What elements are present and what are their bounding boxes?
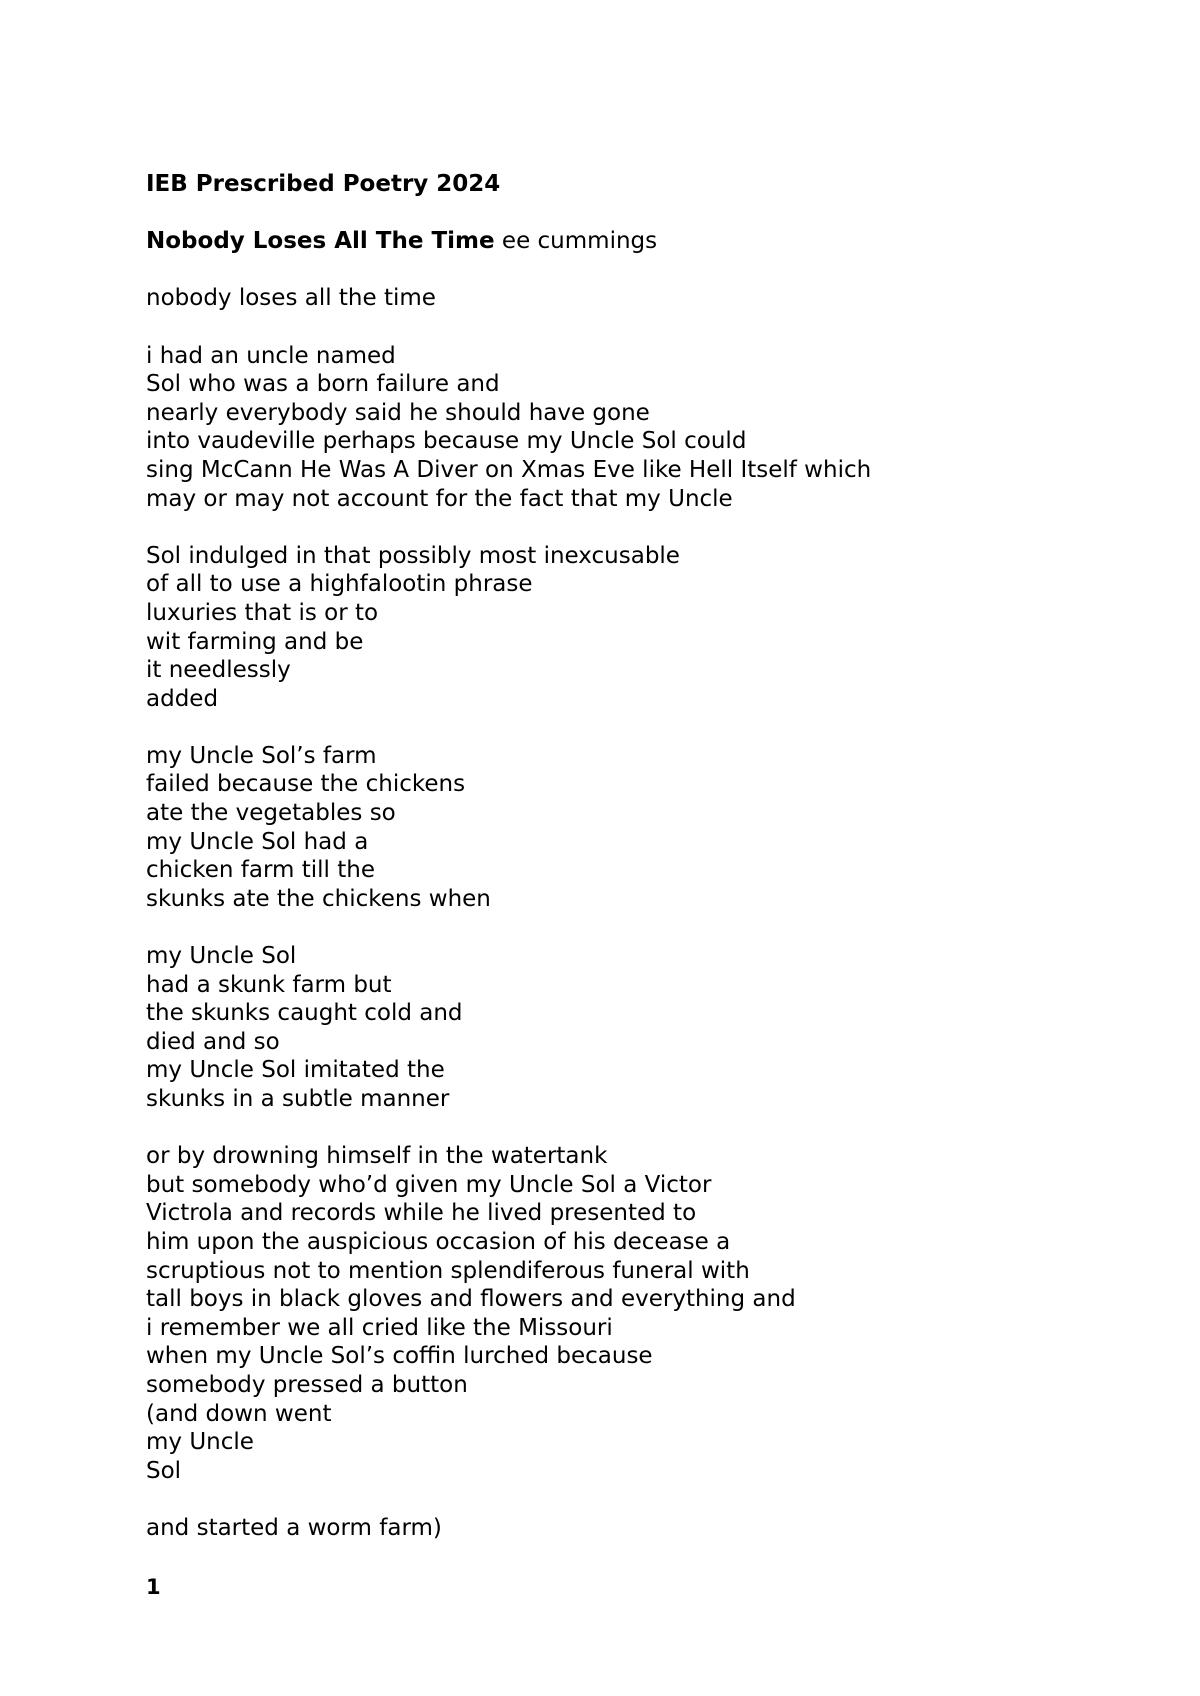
poem-line: tall boys in black gloves and flowers and everything and	[146, 1286, 796, 1313]
page-number: 1	[146, 1575, 161, 1599]
poem-line: added	[146, 685, 219, 712]
poem-line: Sol who was a born failure and	[146, 371, 500, 398]
poem-line: sing McCann He Was A Diver on Xmas Eve like Hell Itself which	[146, 456, 872, 483]
poem-heading	[146, 227, 1146, 256]
poem-line: may or may not account for the fact that my Uncle	[146, 485, 733, 512]
poem-stanza	[146, 742, 1146, 914]
poem-line: (and down went	[146, 1400, 332, 1427]
poem-line: and started a worm farm)	[146, 1514, 442, 1541]
spacer	[146, 256, 1146, 285]
poem-line: i had an uncle named	[146, 342, 396, 369]
poem-line: died and so	[146, 1028, 280, 1055]
poem-line: him upon the auspicious occasion of his decease a	[146, 1228, 731, 1255]
poem-line: nearly everybody said he should have gone	[146, 399, 650, 426]
poem-line: somebody pressed a button	[146, 1371, 468, 1398]
document-page	[146, 170, 1146, 1543]
poem-line: nobody loses all the time	[146, 285, 436, 312]
poem-line: Sol	[146, 1457, 182, 1484]
document-title: IEB Prescribed Poetry 2024	[146, 171, 501, 197]
poem-line: my Uncle	[146, 1429, 254, 1456]
poem-line: or by drowning himself in the watertank	[146, 1143, 608, 1170]
poem-line: my Uncle Sol had a	[146, 828, 369, 855]
poem-line: chicken farm till the	[146, 857, 376, 884]
poem-line: ate the vegetables so	[146, 800, 396, 827]
poem-line: into vaudeville perhaps because my Uncle Sol could	[146, 428, 747, 455]
poem-line: my Uncle Sol	[146, 943, 297, 970]
poem-line: failed because the chickens	[146, 771, 466, 798]
poem-line: my Uncle Sol’s farm	[146, 742, 377, 769]
poem-line: scruptious not to mention splendiferous funeral with	[146, 1257, 750, 1284]
poem-stanza	[146, 542, 1146, 714]
poem-line: wit farming and be	[146, 628, 364, 655]
poem-line: it needlessly	[146, 657, 291, 684]
poem-line: skunks in a subtle manner	[146, 1086, 450, 1112]
poem-body	[146, 284, 1146, 1542]
stanza-break	[146, 1114, 1146, 1143]
poem-author: ee cummings	[501, 228, 658, 255]
poem-stanza	[146, 1142, 1146, 1485]
poem-line: had a skunk farm but	[146, 971, 392, 998]
stanza-break	[146, 513, 1146, 542]
poem-line: of all to use a highfalootin phrase	[146, 571, 533, 598]
poem-stanza	[146, 1514, 1146, 1543]
poem-stanza	[146, 342, 1146, 514]
poem-line: Sol indulged in that possibly most inexcusable	[146, 542, 680, 569]
poem-line: luxuries that is or to	[146, 599, 379, 626]
poem-line: Victrola and records while he lived presented to	[146, 1200, 697, 1227]
poem-stanza	[146, 942, 1146, 1114]
stanza-break	[146, 313, 1146, 342]
poem-title: Nobody Loses All The Time	[146, 228, 495, 255]
poem-line: skunks ate the chickens when	[146, 885, 491, 912]
poem-line: i remember we all cried like the Missouri	[146, 1314, 613, 1341]
stanza-break	[146, 713, 1146, 742]
poem-line: the skunks caught cold and	[146, 1000, 463, 1027]
poem-stanza	[146, 284, 1146, 313]
stanza-break	[146, 913, 1146, 942]
poem-line: but somebody who’d given my Uncle Sol a Victor	[146, 1171, 712, 1198]
poem-line: when my Uncle Sol’s coffin lurched because	[146, 1343, 653, 1370]
poem-line: my Uncle Sol imitated the	[146, 1057, 445, 1084]
spacer	[146, 199, 1146, 228]
stanza-break	[146, 1485, 1146, 1514]
